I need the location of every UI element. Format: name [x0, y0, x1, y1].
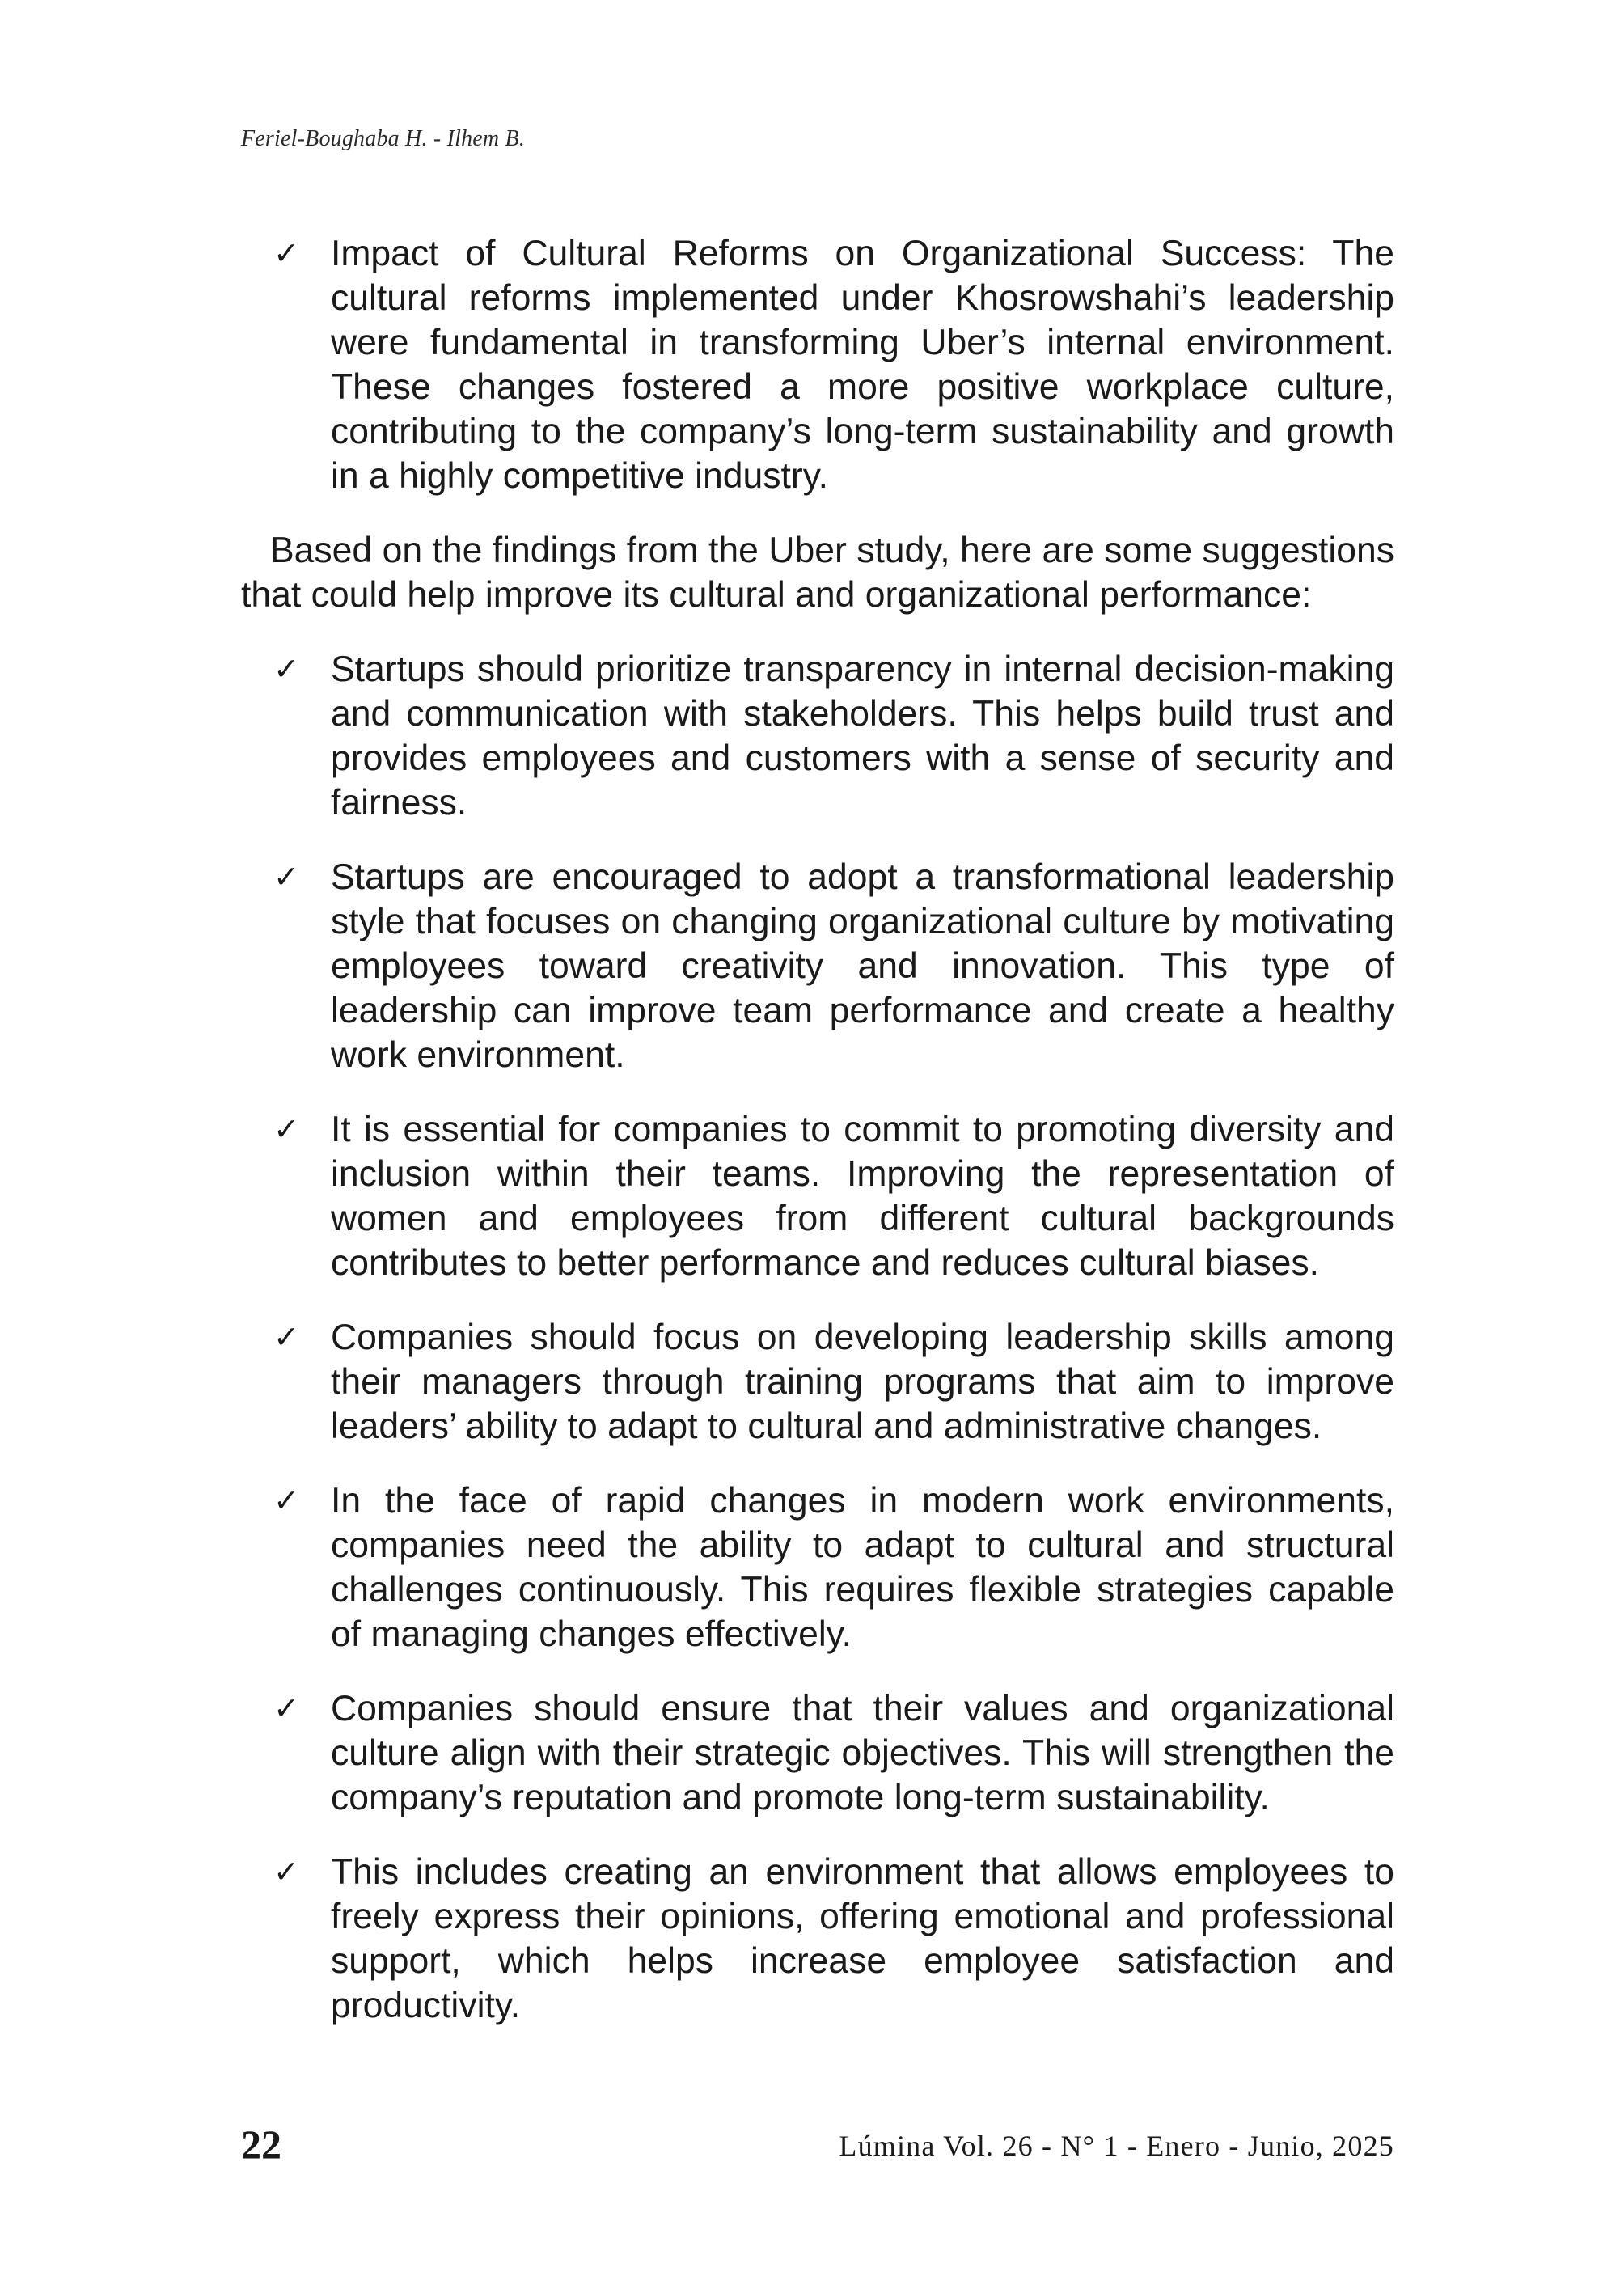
checkmark-icon: ✓: [273, 1854, 299, 1889]
list-item-text: Startups should prioritize transparency in internal decision-making and communication with stakeholders. This helps build trust and provides employees and customers with a sense of security and fairness.: [331, 649, 1394, 823]
list-item: [241, 855, 1394, 1077]
list-item: [241, 1850, 1394, 2028]
page-number: 22: [241, 2122, 281, 2167]
list-item-text: Companies should focus on developing leadership skills among their managers through training programs that aim to improve leaders’ ability to adapt to cultural and administrative changes.: [331, 1318, 1394, 1446]
body-text: [241, 231, 1394, 2028]
list-item-text: Impact of Cultural Reforms on Organizational Success: The cultural reforms implemented under Khosrowshahi’s leadership were fundamental in transforming Uber’s internal environment. These changes fostered a more positive workplace culture, contributing to the company’s long-term sustainability and growth in a highly competitive industry.: [331, 234, 1394, 496]
checkmark-icon: ✓: [273, 1483, 299, 1518]
body-paragraph: Based on the findings from the Uber study, here are some suggestions that could help improve its cultural and organizational performance:: [241, 531, 1394, 615]
list-item: [241, 647, 1394, 825]
list-item-text: This includes creating an environment that allows employees to freely express their opinions, offering emotional and professional support, which helps increase employee satisfaction and productivity.: [331, 1852, 1394, 2025]
suggestions-list: [241, 647, 1394, 2028]
checkmark-icon: ✓: [273, 859, 299, 895]
list-item-text: It is essential for companies to commit to promoting diversity and inclusion within their teams. Improving the representation of women and employees from different cultural backgrounds contributes to better performance and reduces cultural biases.: [331, 1110, 1394, 1283]
checkmark-icon: ✓: [273, 1690, 299, 1726]
list-item-text: Startups are encouraged to adopt a transformational leadership style that focuses on changing organizational culture by motivating employees toward creativity and innovation. This type of leadership can improve team performance and create a healthy work environment.: [331, 857, 1394, 1075]
journal-citation: Lúmina Vol. 26 - N° 1 - Enero - Junio, 2025: [839, 2130, 1394, 2162]
running-head: Feriel-Boughaba H. - Ilhem B.: [241, 126, 526, 151]
list-item-text: In the face of rapid changes in modern work environments, companies need the ability to adapt to cultural and structural challenges continuously. This requires flexible strategies capable of managing changes effectively.: [331, 1481, 1394, 1654]
list-item: [241, 1315, 1394, 1449]
list-item-text: Companies should ensure that their values and organizational culture align with their strategic objectives. This will strengthen the company’s reputation and promote long-term sustainability.: [331, 1689, 1394, 1817]
checkmark-icon: ✓: [273, 1111, 299, 1147]
list-item: [241, 1686, 1394, 1820]
checkmark-icon: ✓: [273, 651, 299, 687]
check-list-top: [241, 231, 1394, 498]
list-item: [241, 231, 1394, 498]
list-item: [241, 1107, 1394, 1285]
checkmark-icon: ✓: [273, 235, 299, 271]
checkmark-icon: ✓: [273, 1319, 299, 1355]
list-item: [241, 1479, 1394, 1656]
